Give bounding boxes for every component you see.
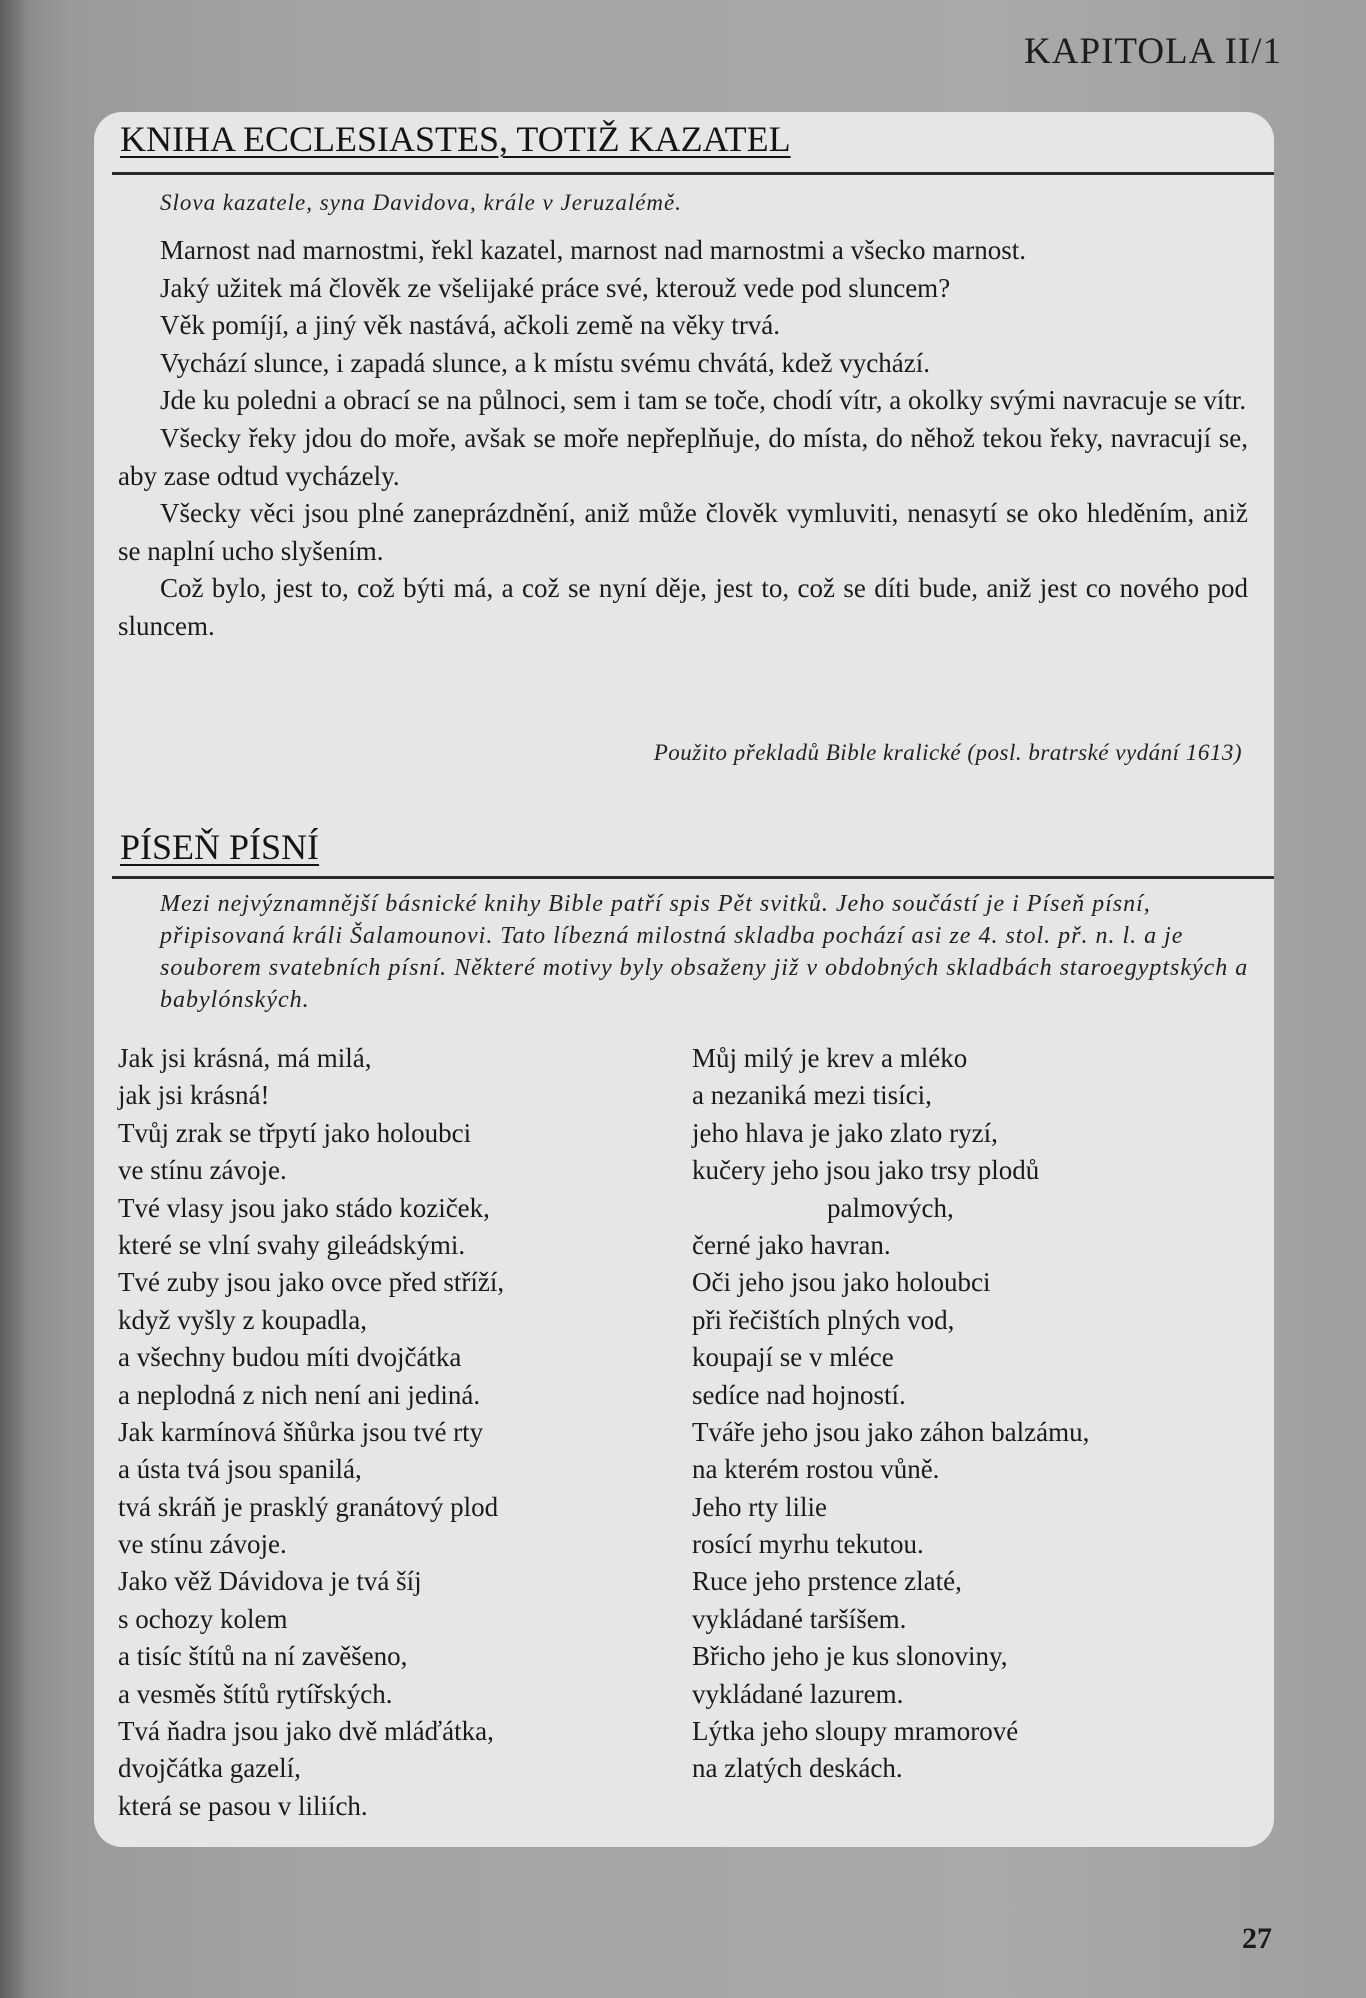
poem-line: Jako věž Dávidova je tvá šíj — [118, 1566, 422, 1597]
poem-line: palmových, — [692, 1192, 954, 1223]
poem-line: a neplodná z nich není ani jediná. — [118, 1379, 481, 1410]
poem-line: koupají se v mléce — [692, 1342, 894, 1373]
poem-line: kučery jeho jsou jako trsy plodů — [692, 1155, 1040, 1186]
poem-line: jeho hlava je jako zlato ryzí, — [692, 1117, 998, 1148]
poem-line: a všechny budou míti dvojčátka — [118, 1342, 462, 1373]
poem-line: Oči jeho jsou jako holoubci — [692, 1267, 991, 1298]
poem-line: která se pasou v liliích. — [118, 1790, 368, 1821]
poem-line: Tvá ňadra jsou jako dvě mláďátka, — [118, 1716, 494, 1747]
song-rule — [112, 876, 1274, 879]
ecclesiastes-subtitle: Slova kazatele, syna Davidova, krále v Jeruzalémě. — [160, 190, 682, 215]
poem-line: Můj milý je krev a mléko — [692, 1043, 968, 1073]
poem-right-column — [692, 1040, 1089, 1788]
poem-line: jak jsi krásná! — [118, 1080, 270, 1111]
poem-line: Tváře jeho jsou jako záhon balzámu, — [692, 1416, 1090, 1447]
poem-line: Tvé vlasy jsou jako stádo koziček, — [118, 1192, 490, 1223]
paragraph: Jaký užitek má člověk ze všelijaké práce své, kterouž vede pod sluncem? — [160, 272, 951, 303]
poem-line: Jak jsi krásná, má milá, — [118, 1043, 372, 1073]
poem-line: Jeho rty lilie — [692, 1491, 827, 1522]
poem-line: Jak karmínová šňůrka jsou tvé rty — [118, 1416, 484, 1447]
poem-line: vykládané taršíšem. — [692, 1603, 907, 1634]
song-intro: Mezi nejvýznamnější básnické knihy Bible patří spis Pět svitků. Jeho součástí je i Píseň písní, připisovaná králi Šalamounovi. Tato líbezná milostná skladba pochází asi ze 4. stol. př. n. l. a je souborem svatebních písní. Některé motivy byly obsaženy již v obdobných skladbách staroegyptských a babylónských. — [160, 891, 1249, 1013]
poem-line: Ruce jeho prstence zlaté, — [692, 1566, 962, 1597]
paragraph: Všecky věci jsou plné zaneprázdnění, aniž může člověk vymluviti, nenasytí se oko hleděním, aniž se naplní ucho slyšením. — [118, 498, 1248, 566]
poem-line: při řečištích plných vod, — [692, 1304, 955, 1335]
poem-line: tvá skráň je prasklý granátový plod — [118, 1491, 499, 1522]
poem-line: rosící myrhu tekutou. — [692, 1529, 924, 1560]
poem-line: když vyšly z koupadla, — [118, 1304, 367, 1335]
ecclesiastes-rule — [112, 172, 1274, 175]
poem-line: na kterém rostou vůně. — [692, 1454, 940, 1485]
page-number: 27 — [1242, 1922, 1272, 1955]
poem-line: sedíce nad hojností. — [692, 1379, 906, 1410]
poem-line: ve stínu závoje. — [118, 1155, 287, 1186]
poem-line: dvojčátka gazelí, — [118, 1753, 301, 1784]
ecclesiastes-heading: KNIHA ECCLESIASTES, TOTIŽ KAZATEL — [120, 119, 791, 159]
paragraph: Jde ku poledni a obrací se na půlnoci, sem i tam se toče, chodí vítr, a okolky svými navracuje se vítr. — [160, 385, 1247, 416]
paragraph: Vychází slunce, i zapadá slunce, a k místu svému chvátá, kdež vychází. — [160, 347, 930, 378]
poem-line: na zlatých deskách. — [692, 1753, 903, 1784]
poem-line: Lýtka jeho sloupy mramorové — [692, 1716, 1019, 1747]
poem-line: černé jako havran. — [692, 1229, 891, 1260]
poem-left-column — [118, 1040, 504, 1825]
ecclesiastes-text — [118, 232, 1248, 646]
poem-line: a vesměs štítů rytířských. — [118, 1678, 393, 1709]
paragraph: Což bylo, jest to, což býti má, a což se nyní děje, jest to, což se díti bude, aniž jest co nového pod sluncem. — [118, 573, 1248, 641]
source-citation: Použito překladů Bible kralické (posl. bratrské vydání 1613) — [653, 740, 1242, 765]
poem-line: které se vlní svahy gileádskými. — [118, 1229, 466, 1260]
poem-line: s ochozy kolem — [118, 1603, 288, 1634]
poem-line: Tvé zuby jsou jako ovce před stříží, — [118, 1267, 505, 1298]
poem-line: Břicho jeho je kus slonoviny, — [692, 1641, 1008, 1672]
poem-line: a nezaniká mezi tisíci, — [692, 1080, 932, 1111]
chapter-label: KAPITOLA II/1 — [1024, 31, 1282, 72]
poem-line: Tvůj zrak se třpytí jako holoubci — [118, 1117, 472, 1148]
song-heading: PÍSEŇ PÍSNÍ — [120, 827, 320, 867]
poem-line: ve stínu závoje. — [118, 1529, 287, 1560]
paragraph: Marnost nad marnostmi, řekl kazatel, marnost nad marnostmi a všecko marnost. — [160, 235, 1027, 265]
poem-line: a tisíc štítů na ní zavěšeno, — [118, 1641, 408, 1672]
paragraph: Všecky řeky jdou do moře, avšak se moře nepřeplňuje, do místa, do něhož tekou řeky, navracují se, aby zase odtud vycházely. — [118, 422, 1248, 491]
paragraph: Věk pomíjí, a jiný věk nastává, ačkoli země na věky trvá. — [160, 310, 781, 341]
poem-line: vykládané lazurem. — [692, 1678, 904, 1709]
poem-line: a ústa tvá jsou spanilá, — [118, 1454, 362, 1485]
